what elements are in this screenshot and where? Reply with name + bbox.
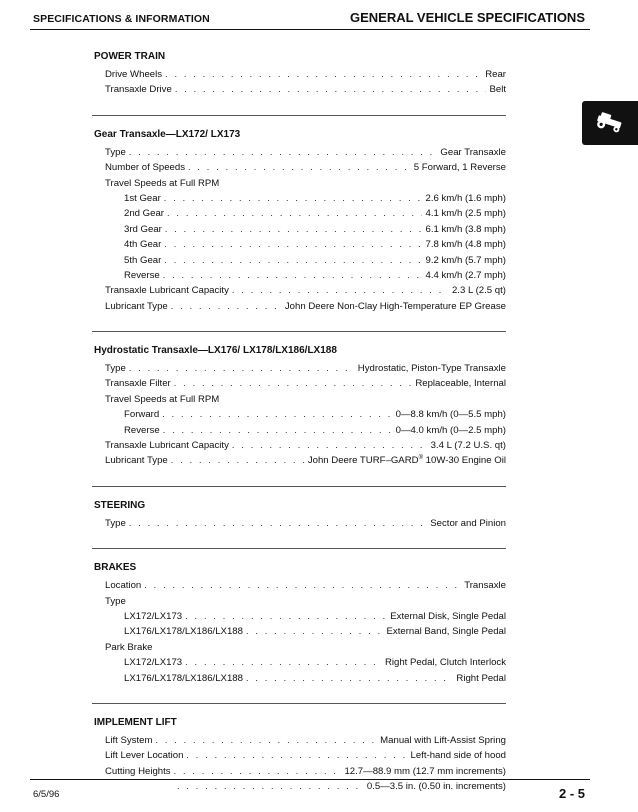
subheading [94, 392, 506, 407]
spec-value: 5 Forward, 1 Reverse [413, 162, 506, 174]
spec-label: 5th Gear [124, 254, 162, 266]
subheading [94, 640, 506, 655]
spec-row [94, 407, 506, 422]
spec-label: Lift System [105, 734, 153, 746]
spec-row [94, 82, 506, 97]
subheading-label: Travel Speeds at Full RPM [105, 177, 220, 189]
header-rule [30, 29, 590, 30]
spec-row [94, 453, 506, 468]
spec-value: 7.8 km/h (4.8 mph) [425, 239, 506, 251]
spec-value: External Band, Single Pedal [386, 626, 506, 638]
spec-row [94, 160, 506, 175]
subheading-label: Type [105, 595, 126, 607]
spec-value: Rear [485, 69, 506, 80]
spec-label: Forward [124, 409, 160, 421]
spec-row [94, 253, 506, 268]
section-divider [92, 703, 506, 704]
spec-label: Number of Speeds [105, 162, 185, 174]
spec-row [94, 733, 506, 748]
spec-value: 0.5—3.5 in. (0.50 in. increments) [366, 781, 506, 793]
spec-label: Lubricant Type [105, 455, 168, 467]
section-power-train [94, 49, 506, 98]
spec-value: Right Pedal, Clutch Interlock [384, 657, 506, 669]
footer-rule [30, 779, 590, 780]
spec-label: LX176/LX178/LX186/LX188 [124, 626, 243, 638]
lubricant-grade: 10W-30 Engine Oil [422, 455, 506, 467]
spec-value: Transaxle [464, 580, 506, 592]
spec-label: Reverse [124, 424, 160, 436]
spec-row [94, 283, 506, 298]
spec-value: Manual with Lift-Assist Spring [380, 734, 506, 746]
spec-label: Cutting Heights [105, 765, 171, 777]
spec-value [308, 453, 506, 468]
registered-mark: ® [418, 455, 423, 462]
spec-row [94, 624, 506, 639]
spec-row [94, 516, 506, 531]
spec-row [94, 438, 506, 453]
spec-row [94, 779, 506, 794]
spec-value: Hydrostatic, Piston-Type Transaxle [357, 363, 506, 375]
spec-label: Transaxle Filter [105, 378, 171, 390]
section-brakes [94, 560, 506, 686]
section-divider [92, 331, 506, 332]
spec-label: LX172/LX173 [124, 610, 183, 622]
spec-value: 6.1 km/h (3.8 mph) [425, 223, 506, 235]
section-title: POWER TRAIN [94, 51, 166, 62]
section-divider [92, 115, 506, 116]
spec-value: 4.1 km/h (2.5 mph) [425, 208, 506, 220]
spec-row [94, 268, 506, 283]
spec-row [94, 145, 506, 160]
spec-value: 9.2 km/h (5.7 mph) [425, 254, 506, 266]
spec-label: Drive Wheels [105, 69, 163, 80]
spec-row [94, 237, 506, 252]
spec-label: Reverse [124, 269, 160, 281]
spec-value: Right Pedal [456, 672, 506, 684]
spec-label: 4th Gear [124, 239, 162, 251]
spec-row [94, 206, 506, 221]
spec-label: Lift Lever Location [105, 750, 184, 762]
spec-label: 3rd Gear [124, 223, 162, 235]
spec-value: 12.7—88.9 mm (12.7 mm increments) [344, 765, 506, 777]
spec-value: 2.3 L (2.5 qt) [451, 285, 506, 297]
spec-label: Location [105, 580, 142, 592]
subheading-label: Travel Speeds at Full RPM [105, 393, 220, 405]
spec-label: LX172/LX173 [124, 657, 183, 669]
spec-value: 3.4 L (7.2 U.S. qt) [430, 440, 506, 452]
spec-row [94, 655, 506, 670]
section-title: Gear Transaxle—LX172/ LX173 [94, 128, 241, 140]
footer-date: 6/5/96 [33, 789, 60, 800]
section-divider [92, 548, 506, 549]
page-header-right: GENERAL VEHICLE SPECIFICATIONS [350, 10, 585, 25]
subheading [94, 594, 506, 609]
spec-value: Gear Transaxle [440, 146, 506, 158]
spec-label: LX176/LX178/LX186/LX188 [124, 672, 243, 684]
spec-label: Transaxle Lubricant Capacity [105, 285, 229, 297]
spec-row [94, 671, 506, 686]
section-title: STEERING [94, 499, 146, 511]
section-title: IMPLEMENT LIFT [94, 716, 177, 728]
spec-row [94, 748, 506, 763]
spec-value: Left-hand side of hood [410, 750, 506, 762]
spec-value: 4.4 km/h (2.7 mph) [425, 269, 506, 281]
section-title: BRAKES [94, 562, 137, 574]
spec-row [94, 376, 506, 391]
page-number: 2 - 5 [558, 786, 585, 801]
spec-value: 0—4.0 km/h (0—2.5 mph) [395, 424, 506, 436]
lubricant-name: John Deere TURF–GARD [307, 455, 419, 467]
section-gear-transaxle [94, 127, 506, 314]
spec-label: Type [105, 146, 126, 158]
spec-label: Type [105, 363, 126, 375]
spec-label: Transaxle Drive [105, 84, 172, 96]
spec-row [94, 222, 506, 237]
spec-label: Type [105, 517, 126, 529]
spec-value: External Disk, Single Pedal [390, 610, 506, 622]
spec-value: 2.6 km/h (1.6 mph) [425, 192, 506, 204]
section-implement-lift [94, 715, 506, 795]
subheading [94, 176, 506, 191]
spec-value: 0—8.8 km/h (0—5.5 mph) [395, 409, 506, 421]
section-title: Hydrostatic Transaxle—LX176/ LX178/LX186/LX188 [94, 345, 337, 357]
subheading-label: Park Brake [105, 641, 153, 653]
spec-label: 2nd Gear [124, 208, 165, 220]
spec-value: Replaceable, Internal [415, 378, 506, 390]
spec-row [94, 361, 506, 376]
spec-value: John Deere Non-Clay High-Temperature EP Grease [284, 300, 506, 312]
spec-label: 1st Gear [124, 192, 161, 204]
tractor-icon [593, 110, 627, 136]
spec-content [94, 49, 506, 812]
section-hydrostatic-transaxle [94, 343, 506, 469]
spec-value: Belt [489, 84, 506, 96]
page-header-left: SPECIFICATIONS & INFORMATION [33, 13, 210, 25]
spec-value: Sector and Pinion [430, 517, 506, 529]
section-steering [94, 498, 506, 531]
section-divider [92, 486, 506, 487]
spec-row [94, 764, 506, 779]
spec-row [94, 299, 506, 314]
spec-row [94, 578, 506, 593]
spec-row [94, 609, 506, 624]
spec-row [94, 423, 506, 438]
spec-row [94, 67, 506, 82]
spec-label: Transaxle Lubricant Capacity [105, 440, 229, 452]
spec-label: Lubricant Type [105, 300, 168, 312]
side-tab [582, 101, 638, 145]
spec-row [94, 191, 506, 206]
